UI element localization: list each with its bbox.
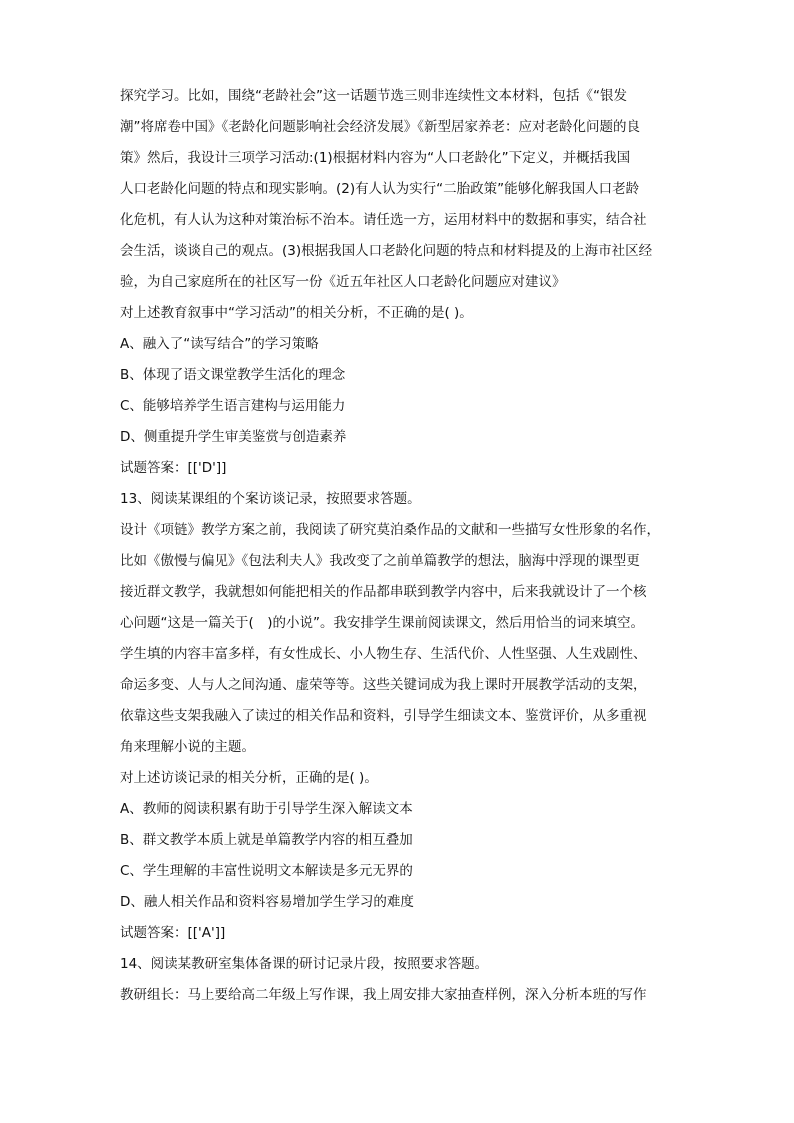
text-line: 角来理解小说的主题。 — [120, 739, 255, 755]
text-line: 设计《项链》教学方案之前，我阅读了研究莫泊桑作品的文献和一些描写女性形象的名作， — [120, 522, 660, 538]
question-stem: 对上述访谈记录的相关分析，正确的是( )。 — [120, 770, 378, 786]
text-line: 命运多变、人与人之间沟通、虚荣等等。这些关键词成为我上课时开展教学活动的支架， — [120, 677, 647, 693]
option-c: C、能够培养学生语言建构与运用能力 — [120, 398, 346, 414]
text-line: 化危机，有人认为这种对策治标不治本。请任选一方，运用材料中的数据和事实，结合社 — [120, 212, 647, 228]
question-heading: 13、阅读某课组的个案访谈记录，按照要求答题。 — [120, 491, 421, 507]
text-line: 潮”将席卷中国》《老龄化问题影响社会经济发展》《新型居家养老：应对老龄化问题的良 — [120, 119, 640, 135]
option-d: D、融人相关作品和资料容易增加学生学习的难度 — [120, 894, 414, 910]
text-line: 探究学习。比如，围绕“老龄社会”这一话题节选三则非连续性文本材料，包括《“银发 — [120, 88, 627, 104]
text-line: 接近群文教学，我就想如何能把相关的作品都串联到教学内容中，后来我就设计了一个核 — [120, 584, 647, 600]
question-heading: 14、阅读某教研室集体备课的研讨记录片段，按照要求答题。 — [120, 956, 489, 972]
text-line: 依靠这些支架我融入了读过的相关作品和资料，引导学生细读文本、鉴赏评价，从多重视 — [120, 708, 647, 724]
text-line: 人口老龄化问题的特点和现实影响。(2)有人认为实行“二胎政策”能够化解我国人口老龄 — [120, 181, 640, 197]
passage-12-text — [120, 81, 680, 1011]
text-line: 比如《傲慢与偏见》《包法利夫人》我改变了之前单篇教学的想法，脑海中浮现的课型更 — [120, 553, 640, 569]
option-a: A、融入了“读写结合”的学习策略 — [120, 336, 319, 352]
option-b: B、体现了语文课堂教学生活化的理念 — [120, 367, 346, 383]
text-line: 验，为自己家庭所在的社区写一份《近五年社区人口老龄化问题应对建议》 — [120, 274, 566, 290]
text-line: 教研组长：马上要给高二年级上写作课，我上周安排大家抽查样例，深入分析本班的写作 — [120, 987, 647, 1003]
text-line: 策》然后，我设计三项学习活动:(1)根据材料内容为“人口老龄化”下定义，并概括我国 — [120, 150, 631, 166]
answer-line: 试题答案：[['D']] — [120, 460, 227, 476]
option-b: B、群文教学本质上就是单篇教学内容的相互叠加 — [120, 832, 413, 848]
answer-line: 试题答案：[['A']] — [120, 925, 226, 941]
question-stem: 对上述教育叙事中“学习活动”的相关分析，不正确的是( )。 — [120, 305, 473, 321]
option-c: C、学生理解的丰富性说明文本解读是多元无界的 — [120, 863, 413, 879]
text-line: 心问题“这是一篇关于( )的小说”。我安排学生课前阅读课文，然后用恰当的词来填空。 — [120, 615, 645, 631]
option-d: D、侧重提升学生审美鉴赏与创造素养 — [120, 429, 347, 445]
text-line: 学生填的内容丰富多样，有女性成长、小人物生存、生活代价、人性坚强、人生戏剧性、 — [120, 646, 647, 662]
text-line: 会生活，谈谈自己的观点。(3)根据我国人口老龄化问题的特点和材料提及的上海市社区经 — [120, 243, 653, 259]
option-a: A、教师的阅读积累有助于引导学生深入解读文本 — [120, 801, 413, 817]
